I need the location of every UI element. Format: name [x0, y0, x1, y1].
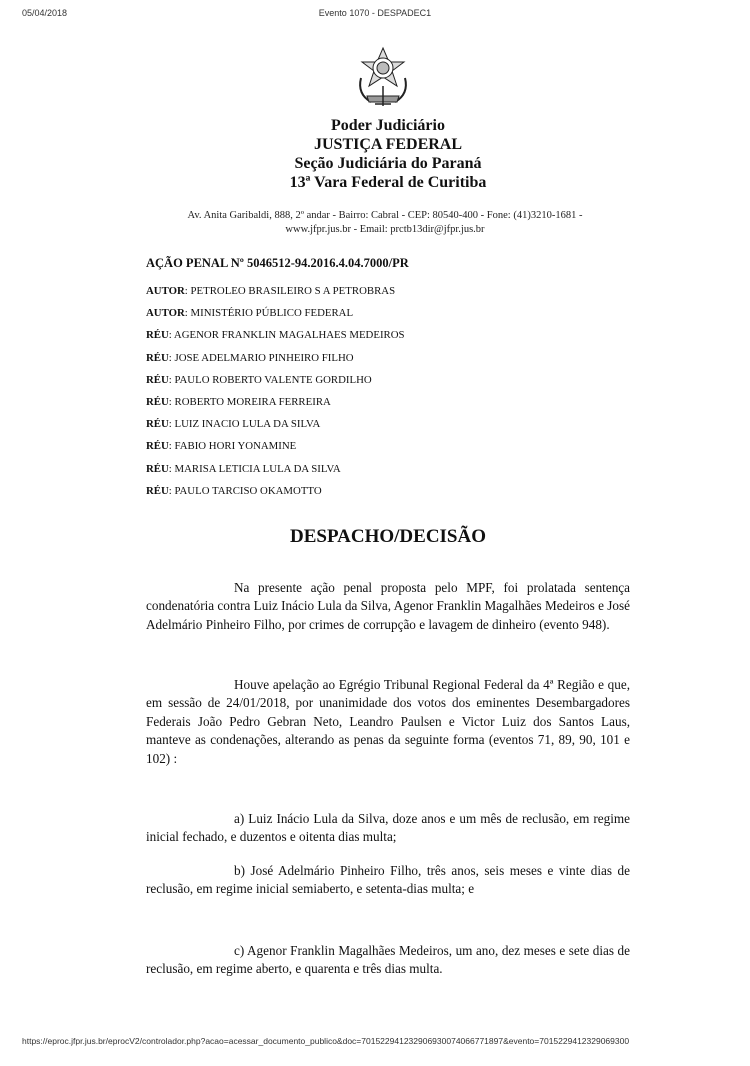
court-address — [140, 209, 630, 237]
party-role: RÉU — [146, 351, 169, 364]
party-separator: : — [184, 307, 191, 320]
party-item — [146, 396, 646, 418]
body-paragraph: Houve apelação ao Egrégio Tribunal Regional Federal da 4ª Região e que, em sessão de 24/01/2018, por unanimidade dos votos dos eminentes Desembargadores Federais João Pedro Gebran Neto, Leandro Paulsen e Victor Luiz dos Santos Laus, manteve as condenações, alterando as penas da seguinte forma (eventos 71, 89, 90, 101 e 102) : — [146, 677, 630, 766]
party-name: FABIO HORI YONAMINE — [174, 440, 297, 453]
party-separator: : — [168, 418, 175, 431]
party-separator: : — [168, 351, 175, 364]
court-line-judiciary: Poder Judiciário — [331, 117, 445, 134]
party-separator: : — [168, 440, 175, 453]
party-separator: : — [168, 373, 175, 386]
party-role: RÉU — [146, 373, 169, 386]
party-item — [146, 374, 646, 396]
print-footer-url: https://eproc.jfpr.jus.br/eprocV2/controlador.php?acao=acessar_documento_publico&doc=701522941232906930074066771897&evento=7015229412329069300 — [22, 1036, 630, 1046]
document-title: DESPACHO/DECISÃO — [289, 526, 486, 547]
party-separator: : — [184, 285, 191, 297]
party-item — [146, 463, 646, 485]
party-item — [146, 485, 646, 507]
address-line-1: Av. Anita Garibaldi, 888, 2º andar - Bairro: Cabral - CEP: 80540-400 - Fone: (41)3210-1681 - — [187, 210, 583, 221]
party-item — [146, 352, 646, 374]
party-separator: : — [168, 484, 175, 497]
body-paragraph: Na presente ação penal proposta pelo MPF, foi prolatada sentença condenatória contra Luiz Inácio Lula da Silva, Agenor Franklin Magalhães Medeiros e José Adelmário Pinheiro Filho, por crimes de corrupção e lavagem de dinheiro (evento 948). — [146, 580, 630, 632]
body-paragraph: b) José Adelmário Pinheiro Filho, três anos, seis meses e vinte dias de reclusão, em regime inicial semiaberto, e setenta-dias multa; e — [146, 863, 630, 897]
print-title: Evento 1070 - DESPADEC1 — [318, 8, 432, 18]
party-role: RÉU — [146, 462, 169, 475]
case-number: AÇÃO PENAL Nº 5046512-94.2016.4.04.7000/PR — [146, 256, 409, 270]
brazil-coat-of-arms-icon — [353, 44, 413, 110]
party-name: JOSE ADELMARIO PINHEIRO FILHO — [174, 351, 354, 364]
party-role: RÉU — [146, 440, 169, 453]
parties-list — [146, 285, 646, 507]
party-item — [146, 418, 646, 440]
body-paragraph: a) Luiz Inácio Lula da Silva, doze anos e um mês de reclusão, em regime inicial fechado, e duzentos e oitenta dias multa; — [146, 811, 630, 845]
party-separator: : — [168, 395, 175, 408]
party-name: PAULO TARCISO OKAMOTTO — [174, 484, 322, 497]
court-line-court: 13ª Vara Federal de Curitiba — [289, 174, 487, 191]
address-line-2: www.jfpr.jus.br - Email: prctb13dir@jfpr.jus.br — [285, 224, 485, 235]
body-paragraph: c) Agenor Franklin Magalhães Medeiros, um ano, dez meses e sete dias de reclusão, em regime aberto, e quarenta e três dias multa. — [146, 943, 630, 977]
court-heading — [0, 116, 750, 192]
court-line-federal-justice: JUSTIÇA FEDERAL — [313, 136, 463, 153]
party-name: PETROLEO BRASILEIRO S A PETROBRAS — [190, 285, 396, 297]
party-name: LUIZ INACIO LULA DA SILVA — [174, 418, 321, 431]
party-name: ROBERTO MOREIRA FERREIRA — [174, 395, 331, 408]
party-role: RÉU — [146, 484, 169, 497]
party-name: MARISA LETICIA LULA DA SILVA — [174, 462, 341, 475]
party-item — [146, 329, 646, 351]
print-header — [0, 8, 750, 22]
party-role: RÉU — [146, 418, 169, 431]
party-role: AUTOR — [146, 307, 185, 320]
party-role: RÉU — [146, 329, 169, 342]
party-item — [146, 285, 646, 307]
party-role: AUTOR — [146, 285, 185, 297]
party-role: RÉU — [146, 395, 169, 408]
party-separator: : — [168, 329, 174, 342]
print-date: 05/04/2018 — [22, 8, 68, 18]
party-name: PAULO ROBERTO VALENTE GORDILHO — [174, 373, 372, 386]
party-separator: : — [168, 462, 175, 475]
court-line-section: Seção Judiciária do Paraná — [294, 155, 482, 172]
party-item — [146, 440, 646, 462]
party-name: MINISTÉRIO PÚBLICO FEDERAL — [190, 307, 354, 320]
party-item — [146, 307, 646, 329]
party-name: AGENOR FRANKLIN MAGALHAES MEDEIROS — [173, 329, 405, 342]
